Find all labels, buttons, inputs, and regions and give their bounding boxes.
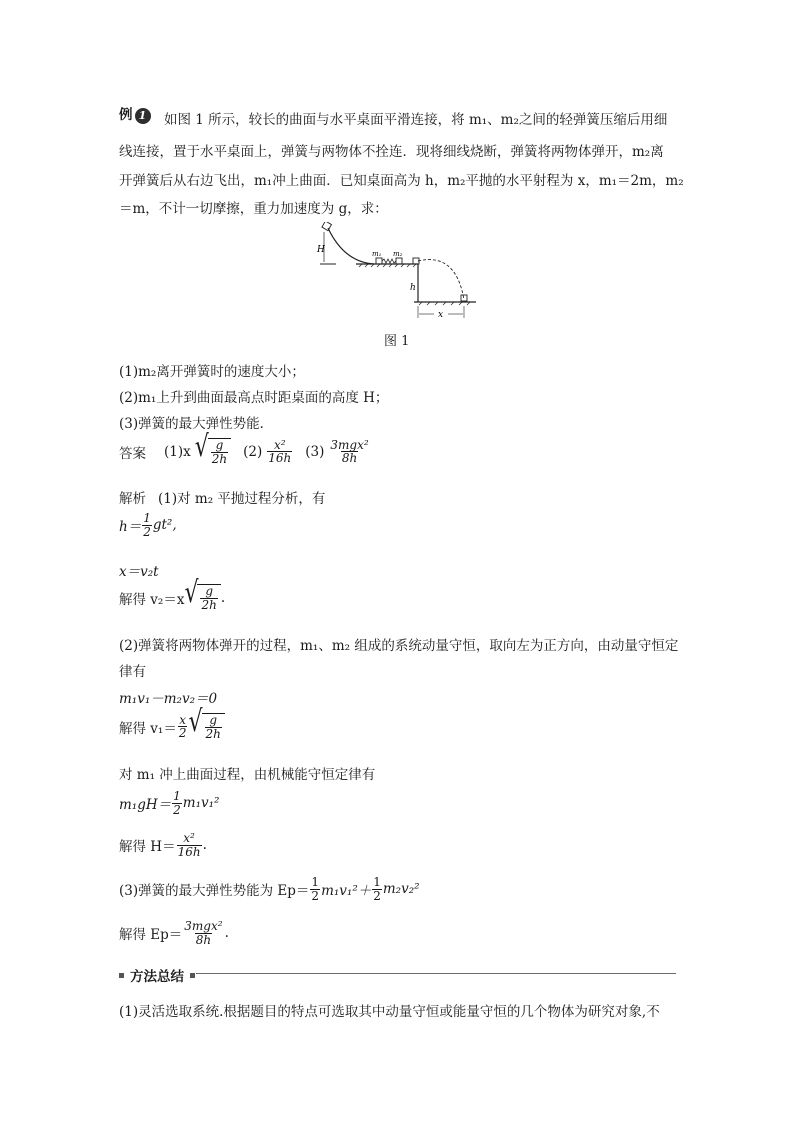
analysis-line-9: 对 m₁ 冲上曲面过程，由机械能守恒定律有 xyxy=(119,767,376,783)
example-number-badge: 1 xyxy=(135,108,151,124)
problem-line-1: 如图 1 所示，较长的曲面与水平桌面平滑连接，将 m₁、m₂之间的轻弹簧压缩后用细 xyxy=(164,112,668,128)
analysis-line-5: (2)弹簧将两物体弹开的过程，m₁、m₂ 组成的系统动量守恒，取向左为正方向，由动量守恒定 xyxy=(119,638,679,654)
analysis-line-10: m₁gH＝ $\frac{1}{2}$ m₁v₁² xyxy=(119,789,220,817)
figure-1-diagram xyxy=(316,222,486,324)
method-summary-title: 方法总结 xyxy=(130,969,184,985)
answer-part3-label: (3) xyxy=(305,443,325,460)
problem-line-4: ＝m，不计一切摩擦，重力加速度为 g，求： xyxy=(119,201,388,217)
answer-part2-label: (2) xyxy=(243,443,263,460)
analysis-line-2: h＝ $\frac{1}{2}$ gt², xyxy=(119,511,177,539)
question-3: (3)弹簧的最大弹性势能． xyxy=(119,416,274,432)
m2-block xyxy=(396,258,402,264)
method-line-1: (1)灵活选取系统.根据题目的特点可选取其中动量守恒或能量守恒的几个物体为研究对象,不 xyxy=(119,1004,660,1020)
trajectory-curve xyxy=(418,260,464,300)
landing-block xyxy=(461,295,467,301)
m1-block xyxy=(376,258,382,264)
answer-part1-label: (1)x xyxy=(164,443,191,460)
analysis-line-11: 解得 H＝ $\frac{\text{x²}}{16h}$ . xyxy=(119,831,207,859)
label-x: x xyxy=(438,310,444,320)
example-label-text: 例 xyxy=(119,107,133,123)
figure-caption: 图 1 xyxy=(384,334,410,349)
spring xyxy=(382,259,396,263)
method-summary-heading xyxy=(119,965,195,985)
method-bullet-icon-right xyxy=(190,973,195,978)
label-H: H xyxy=(317,245,325,255)
question-1: (1)m₂离开弹簧时的速度大小； xyxy=(119,364,305,380)
analysis-line-3: x＝v₂t xyxy=(119,564,159,580)
answer-part1-sqrt: √ $\frac{g}{2h}$ xyxy=(195,438,231,465)
answer-line xyxy=(119,430,371,466)
analysis-line-12: (3)弹簧的最大弹性势能为 Ep＝ $\frac{1}{2}$ m₁v₁²＋ $\frac{1}{2}$ m₂v₂² xyxy=(119,875,420,903)
method-divider xyxy=(196,973,676,974)
problem-line-3: 开弹簧后从右边飞出，m₁冲上曲面．已知桌面高为 h，m₂平抛的水平射程为 x，m₁＝2m，m₂ xyxy=(119,173,684,189)
curved-surface xyxy=(328,228,374,264)
example-label xyxy=(119,103,151,124)
analysis-line-1: 解析 (1)对 m₂ 平抛过程分析，有 xyxy=(119,491,326,507)
problem-line-2: 线连接，置于水平桌面上，弹簧与两物体不拴连．现将细线烧断，弹簧将两物体弹开，m₂离 xyxy=(119,144,664,160)
analysis-line-13: 解得 Ep＝ $\frac{\text{3mgx²}}{8h}$ . xyxy=(119,919,229,947)
label-m2: m₂ xyxy=(393,250,403,258)
answer-part2-fraction: $\frac{\text{x²}}{16h}$ xyxy=(268,437,292,466)
analysis-line-8: 解得 v₁＝ $\frac{x}{2}$ √ $\frac{g}{2h}$ xyxy=(119,713,225,740)
label-m1: m₁ xyxy=(372,250,382,258)
analysis-line-4: 解得 v₂＝x √ $\frac{g}{2h}$ . xyxy=(119,576,226,612)
answer-label: 答案 xyxy=(119,445,146,462)
method-bullet-icon xyxy=(119,973,124,978)
question-2: (2)m₁上升到曲面最高点时距桌面的高度 H； xyxy=(119,390,389,406)
analysis-line-7: m₁v₁－m₂v₂＝0 xyxy=(119,691,218,707)
answer-part3-fraction: $\frac{\text{3mgx²}}{8h}$ xyxy=(330,437,369,466)
label-h: h xyxy=(410,283,416,293)
analysis-line-6: 律有 xyxy=(119,664,146,680)
block-on-curve xyxy=(322,222,332,231)
analysis-label: 解析 xyxy=(119,491,146,507)
